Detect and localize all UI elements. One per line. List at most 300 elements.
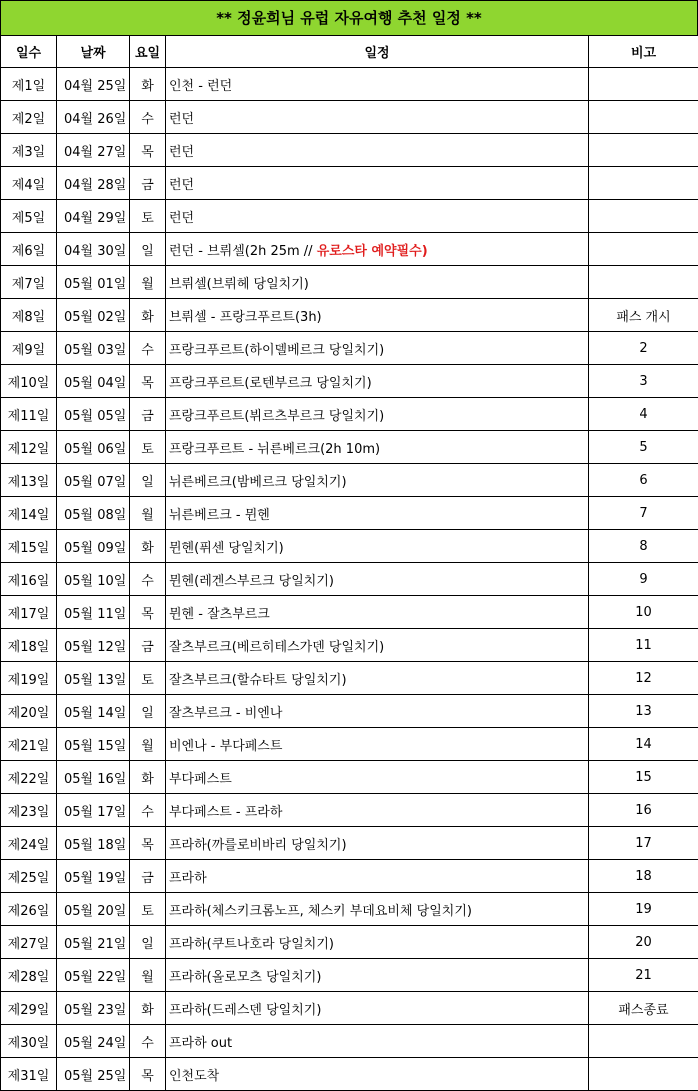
- date-cell[interactable]: [57, 860, 130, 893]
- note-cell[interactable]: [589, 68, 698, 101]
- table-row: [1, 233, 698, 266]
- weekday-cell[interactable]: [130, 794, 166, 827]
- day-cell[interactable]: [1, 68, 57, 101]
- note-cell-text: 20: [635, 934, 652, 950]
- date-cell-text: 05월 16일: [64, 771, 127, 787]
- schedule-cell[interactable]: [166, 134, 589, 167]
- weekday-cell[interactable]: [130, 728, 166, 761]
- note-cell[interactable]: [589, 662, 698, 695]
- schedule-cell[interactable]: [166, 662, 589, 695]
- date-cell[interactable]: [57, 332, 130, 365]
- day-cell[interactable]: [1, 332, 57, 365]
- weekday-cell-text: 목: [141, 144, 154, 160]
- note-cell[interactable]: [589, 893, 698, 926]
- schedule-cell[interactable]: [166, 596, 589, 629]
- weekday-cell[interactable]: [130, 992, 166, 1025]
- note-cell[interactable]: [589, 695, 698, 728]
- day-cell[interactable]: [1, 860, 57, 893]
- weekday-cell-text: 수: [141, 342, 154, 358]
- schedule-cell[interactable]: [166, 728, 589, 761]
- schedule-cell-text: 프라하(체스키크롬노프, 체스키 부데요비체 당일치기): [169, 903, 472, 919]
- day-cell-text: 제16일: [7, 573, 50, 589]
- day-cell-text: 제27일: [7, 936, 50, 952]
- schedule-cell[interactable]: [166, 497, 589, 530]
- day-cell-text: 제15일: [7, 540, 50, 556]
- note-cell[interactable]: [589, 728, 698, 761]
- weekday-cell-text: 월: [141, 738, 154, 754]
- weekday-cell[interactable]: [130, 68, 166, 101]
- weekday-cell-text: 금: [141, 177, 154, 193]
- note-cell[interactable]: [589, 596, 698, 629]
- table-row: [1, 992, 698, 1025]
- date-cell[interactable]: [57, 398, 130, 431]
- weekday-cell[interactable]: [130, 761, 166, 794]
- day-cell[interactable]: [1, 893, 57, 926]
- schedule-cell-text: 런던: [169, 210, 195, 226]
- day-cell[interactable]: [1, 1025, 57, 1058]
- weekday-cell-text: 화: [141, 309, 154, 325]
- weekday-cell-text: 토: [141, 441, 154, 457]
- note-cell[interactable]: [589, 431, 698, 464]
- day-cell-text: 제29일: [7, 1002, 50, 1018]
- weekday-cell[interactable]: [130, 629, 166, 662]
- schedule-cell[interactable]: [166, 1025, 589, 1058]
- note-cell-text: 9: [639, 571, 648, 587]
- note-cell-text: 18: [635, 868, 652, 884]
- date-cell[interactable]: [57, 1025, 130, 1058]
- date-cell-text: 05월 23일: [64, 1002, 127, 1018]
- date-cell[interactable]: [57, 662, 130, 695]
- schedule-cell-text: 프라하(올로모츠 당일치기): [169, 969, 322, 985]
- table-row: [1, 893, 698, 926]
- day-cell-text: 제19일: [7, 672, 50, 688]
- date-cell-text: 05월 05일: [64, 408, 127, 424]
- day-cell[interactable]: [1, 992, 57, 1025]
- schedule-cell[interactable]: [166, 563, 589, 596]
- weekday-cell[interactable]: [130, 233, 166, 266]
- schedule-cell[interactable]: [166, 926, 589, 959]
- note-cell[interactable]: [589, 1058, 698, 1091]
- table-row: [1, 827, 698, 860]
- schedule-cell[interactable]: [166, 101, 589, 134]
- weekday-cell-text: 화: [141, 1002, 154, 1018]
- note-cell-text: 17: [635, 835, 652, 851]
- date-cell-text: 05월 14일: [64, 705, 127, 721]
- date-cell[interactable]: [57, 167, 130, 200]
- date-cell[interactable]: [57, 728, 130, 761]
- weekday-cell[interactable]: [130, 101, 166, 134]
- table-row: [1, 794, 698, 827]
- header-note[interactable]: 비고: [589, 36, 698, 68]
- schedule-cell-text: 부다페스트: [169, 771, 232, 787]
- day-cell[interactable]: [1, 134, 57, 167]
- date-cell-text: 05월 10일: [64, 573, 127, 589]
- table-row: [1, 761, 698, 794]
- date-cell[interactable]: [57, 134, 130, 167]
- date-cell[interactable]: [57, 101, 130, 134]
- schedule-cell-text: 프랑크푸르트(로텐부르크 당일치기): [169, 375, 372, 391]
- date-cell[interactable]: [57, 893, 130, 926]
- day-cell[interactable]: [1, 497, 57, 530]
- note-cell[interactable]: [589, 926, 698, 959]
- weekday-cell[interactable]: [130, 596, 166, 629]
- header-schedule[interactable]: 일정: [166, 36, 589, 68]
- weekday-cell[interactable]: [130, 167, 166, 200]
- note-cell[interactable]: [589, 233, 698, 266]
- weekday-cell-text: 수: [141, 1035, 154, 1051]
- date-cell-text: 05월 13일: [64, 672, 127, 688]
- day-cell-text: 제28일: [7, 969, 50, 985]
- schedule-cell[interactable]: [166, 167, 589, 200]
- schedule-cell[interactable]: [166, 629, 589, 662]
- schedule-cell-text: 런던: [169, 111, 195, 127]
- schedule-cell-text: 인천 - 런던: [169, 78, 233, 94]
- date-cell-text: 05월 09일: [64, 540, 127, 556]
- weekday-cell[interactable]: [130, 464, 166, 497]
- weekday-cell[interactable]: [130, 134, 166, 167]
- day-cell-text: 제7일: [11, 276, 46, 292]
- schedule-cell-text: 프라하(쿠트나호라 당일치기): [169, 936, 334, 952]
- weekday-cell-text: 화: [141, 771, 154, 787]
- note-cell-text: 15: [635, 769, 652, 785]
- schedule-cell[interactable]: [166, 233, 589, 266]
- date-cell-text: 05월 01일: [64, 276, 127, 292]
- table-row: [1, 1025, 698, 1058]
- day-cell-text: 제3일: [11, 144, 46, 160]
- weekday-cell[interactable]: [130, 1058, 166, 1091]
- note-cell[interactable]: [589, 629, 698, 662]
- note-cell-text: 6: [639, 472, 648, 488]
- schedule-cell[interactable]: [166, 464, 589, 497]
- date-cell-text: 04월 26일: [64, 111, 127, 127]
- note-cell-text: 2: [639, 340, 648, 356]
- day-cell-text: 제8일: [11, 309, 46, 325]
- day-cell[interactable]: [1, 1058, 57, 1091]
- date-cell-text: 05월 21일: [64, 936, 127, 952]
- schedule-cell[interactable]: [166, 365, 589, 398]
- weekday-cell[interactable]: [130, 266, 166, 299]
- weekday-cell[interactable]: [130, 1025, 166, 1058]
- day-cell-text: 제11일: [7, 408, 50, 424]
- note-cell[interactable]: [589, 1025, 698, 1058]
- schedule-cell[interactable]: [166, 761, 589, 794]
- day-cell[interactable]: [1, 926, 57, 959]
- day-cell[interactable]: [1, 299, 57, 332]
- date-cell[interactable]: [57, 365, 130, 398]
- weekday-cell[interactable]: [130, 431, 166, 464]
- table-row: [1, 1058, 698, 1091]
- schedule-cell[interactable]: [166, 893, 589, 926]
- weekday-cell-text: 월: [141, 276, 154, 292]
- day-cell-text: 제6일: [11, 243, 46, 259]
- day-cell[interactable]: [1, 464, 57, 497]
- date-cell-text: 05월 04일: [64, 375, 127, 391]
- header-weekday[interactable]: 요일: [130, 36, 166, 68]
- note-cell[interactable]: [589, 167, 698, 200]
- note-cell[interactable]: [589, 299, 698, 332]
- weekday-cell[interactable]: [130, 959, 166, 992]
- weekday-cell[interactable]: [130, 695, 166, 728]
- header-day[interactable]: 일수: [1, 36, 57, 68]
- day-cell-text: 제22일: [7, 771, 50, 787]
- date-cell-text: 05월 07일: [64, 474, 127, 490]
- schedule-cell-text: 브뤼셀(브뤼헤 당일치기): [169, 276, 309, 292]
- date-cell[interactable]: [57, 761, 130, 794]
- date-cell-text: 05월 18일: [64, 837, 127, 853]
- day-cell-text: 제13일: [7, 474, 50, 490]
- date-cell[interactable]: [57, 959, 130, 992]
- note-cell-text: 5: [639, 439, 648, 455]
- table-row: [1, 68, 698, 101]
- day-cell[interactable]: [1, 827, 57, 860]
- date-cell[interactable]: [57, 464, 130, 497]
- weekday-cell[interactable]: [130, 860, 166, 893]
- date-cell-text: 05월 08일: [64, 507, 127, 523]
- table-row: [1, 926, 698, 959]
- date-cell[interactable]: [57, 299, 130, 332]
- day-cell[interactable]: [1, 530, 57, 563]
- table-row: [1, 398, 698, 431]
- note-cell-text: 13: [635, 703, 652, 719]
- weekday-cell-text: 월: [141, 507, 154, 523]
- schedule-cell[interactable]: [166, 959, 589, 992]
- weekday-cell-text: 수: [141, 573, 154, 589]
- weekday-cell-text: 금: [141, 408, 154, 424]
- weekday-cell[interactable]: [130, 497, 166, 530]
- date-cell[interactable]: [57, 497, 130, 530]
- table-row: [1, 596, 698, 629]
- schedule-cell[interactable]: [166, 1058, 589, 1091]
- weekday-cell[interactable]: [130, 563, 166, 596]
- date-cell-text: 04월 27일: [64, 144, 127, 160]
- note-cell[interactable]: [589, 794, 698, 827]
- note-cell[interactable]: [589, 200, 698, 233]
- sheet-title: ** 정윤희님 유럽 자유여행 추천 일정 **: [0, 0, 698, 35]
- note-cell[interactable]: [589, 563, 698, 596]
- schedule-cell-text: 프라하 out: [169, 1035, 233, 1051]
- day-cell-text: 제10일: [7, 375, 50, 391]
- weekday-cell[interactable]: [130, 200, 166, 233]
- schedule-cell-text: 프라하(까를로비바리 당일치기): [169, 837, 347, 853]
- schedule-cell-text: 잘츠부르크 - 비엔나: [169, 705, 283, 721]
- weekday-cell[interactable]: [130, 299, 166, 332]
- header-date[interactable]: 날짜: [57, 36, 130, 68]
- note-cell-text: 패스종료: [618, 1002, 669, 1018]
- table-row: [1, 563, 698, 596]
- day-cell[interactable]: [1, 629, 57, 662]
- day-cell[interactable]: [1, 266, 57, 299]
- day-cell-text: 제1일: [11, 78, 46, 94]
- schedule-cell-text: 브뤼셀 - 프랑크푸르트(3h): [169, 309, 322, 325]
- weekday-cell-text: 토: [141, 903, 154, 919]
- weekday-cell[interactable]: [130, 365, 166, 398]
- weekday-cell[interactable]: [130, 398, 166, 431]
- date-cell-text: 05월 03일: [64, 342, 127, 358]
- day-cell[interactable]: [1, 794, 57, 827]
- schedule-cell[interactable]: [166, 299, 589, 332]
- day-cell[interactable]: [1, 695, 57, 728]
- date-cell[interactable]: [57, 992, 130, 1025]
- date-cell-text: 05월 24일: [64, 1035, 127, 1051]
- date-cell[interactable]: [57, 695, 130, 728]
- note-cell[interactable]: [589, 761, 698, 794]
- day-cell[interactable]: [1, 101, 57, 134]
- note-cell[interactable]: [589, 464, 698, 497]
- reservation-warning: 유로스타 예약필수): [316, 243, 428, 259]
- weekday-cell-text: 목: [141, 1068, 154, 1084]
- schedule-cell[interactable]: [166, 200, 589, 233]
- day-cell[interactable]: [1, 563, 57, 596]
- date-cell-text: 04월 25일: [64, 78, 127, 94]
- table-row: [1, 959, 698, 992]
- table-row: [1, 662, 698, 695]
- schedule-cell[interactable]: [166, 530, 589, 563]
- note-cell-text: 19: [635, 901, 652, 917]
- date-cell[interactable]: [57, 926, 130, 959]
- schedule-cell-text: 프랑크푸르트(뷔르츠부르크 당일치기): [169, 408, 385, 424]
- day-cell[interactable]: [1, 662, 57, 695]
- day-cell[interactable]: [1, 200, 57, 233]
- date-cell-text: 05월 02일: [64, 309, 127, 325]
- date-cell[interactable]: [57, 431, 130, 464]
- date-cell-text: 05월 20일: [64, 903, 127, 919]
- date-cell-text: 05월 25일: [64, 1068, 127, 1084]
- note-cell-text: 4: [639, 406, 648, 422]
- day-cell-text: 제25일: [7, 870, 50, 886]
- day-cell[interactable]: [1, 728, 57, 761]
- note-cell[interactable]: [589, 266, 698, 299]
- date-cell-text: 05월 17일: [64, 804, 127, 820]
- weekday-cell-text: 수: [141, 111, 154, 127]
- date-cell-text: 05월 22일: [64, 969, 127, 985]
- day-cell[interactable]: [1, 398, 57, 431]
- table-row: [1, 530, 698, 563]
- day-cell-text: 제20일: [7, 705, 50, 721]
- day-cell[interactable]: [1, 596, 57, 629]
- note-cell-text: 21: [635, 967, 652, 983]
- note-cell-text: 16: [635, 802, 652, 818]
- schedule-cell[interactable]: [166, 827, 589, 860]
- date-cell[interactable]: [57, 1058, 130, 1091]
- weekday-cell-text: 일: [141, 474, 154, 490]
- weekday-cell[interactable]: [130, 827, 166, 860]
- table-row: [1, 101, 698, 134]
- note-cell[interactable]: [589, 134, 698, 167]
- schedule-cell[interactable]: [166, 266, 589, 299]
- weekday-cell[interactable]: [130, 893, 166, 926]
- date-cell[interactable]: [57, 233, 130, 266]
- date-cell[interactable]: [57, 266, 130, 299]
- note-cell[interactable]: [589, 332, 698, 365]
- schedule-cell[interactable]: [166, 992, 589, 1025]
- note-cell[interactable]: [589, 497, 698, 530]
- schedule-cell[interactable]: [166, 794, 589, 827]
- note-cell[interactable]: [589, 101, 698, 134]
- note-cell[interactable]: [589, 530, 698, 563]
- day-cell-text: 제26일: [7, 903, 50, 919]
- itinerary-table: [0, 35, 698, 1091]
- schedule-cell[interactable]: [166, 398, 589, 431]
- weekday-cell[interactable]: [130, 662, 166, 695]
- date-cell[interactable]: [57, 827, 130, 860]
- schedule-cell[interactable]: [166, 695, 589, 728]
- day-cell-text: 제2일: [11, 111, 46, 127]
- note-cell-text: 7: [639, 505, 648, 521]
- day-cell[interactable]: [1, 761, 57, 794]
- day-cell-text: 제14일: [7, 507, 50, 523]
- weekday-cell[interactable]: [130, 530, 166, 563]
- date-cell[interactable]: [57, 563, 130, 596]
- schedule-cell-text: 런던: [169, 177, 195, 193]
- note-cell[interactable]: [589, 959, 698, 992]
- weekday-cell[interactable]: [130, 332, 166, 365]
- weekday-cell-text: 토: [141, 672, 154, 688]
- schedule-cell[interactable]: [166, 860, 589, 893]
- weekday-cell-text: 일: [141, 243, 154, 259]
- note-cell[interactable]: [589, 365, 698, 398]
- date-cell[interactable]: [57, 200, 130, 233]
- weekday-cell-text: 일: [141, 705, 154, 721]
- schedule-cell-text: 비엔나 - 부다페스트: [169, 738, 283, 754]
- day-cell[interactable]: [1, 167, 57, 200]
- schedule-cell-text: 런던: [169, 144, 195, 160]
- weekday-cell-text: 금: [141, 639, 154, 655]
- schedule-cell-text: 부다페스트 - 프라하: [169, 804, 283, 820]
- day-cell[interactable]: [1, 365, 57, 398]
- date-cell-text: 05월 06일: [64, 441, 127, 457]
- note-cell[interactable]: [589, 398, 698, 431]
- weekday-cell-text: 수: [141, 804, 154, 820]
- day-cell[interactable]: [1, 431, 57, 464]
- day-cell-text: 제18일: [7, 639, 50, 655]
- table-row: [1, 464, 698, 497]
- schedule-cell[interactable]: [166, 332, 589, 365]
- table-row: [1, 431, 698, 464]
- day-cell-text: 제4일: [11, 177, 46, 193]
- day-cell[interactable]: [1, 233, 57, 266]
- date-cell[interactable]: [57, 596, 130, 629]
- note-cell[interactable]: [589, 992, 698, 1025]
- weekday-cell-text: 목: [141, 606, 154, 622]
- weekday-cell-text: 월: [141, 969, 154, 985]
- note-cell[interactable]: [589, 827, 698, 860]
- day-cell-text: 제30일: [7, 1035, 50, 1051]
- schedule-cell[interactable]: [166, 431, 589, 464]
- day-cell-text: 제17일: [7, 606, 50, 622]
- date-cell-text: 04월 29일: [64, 210, 127, 226]
- date-cell-text: 04월 30일: [64, 243, 127, 259]
- schedule-cell-text: 런던 - 브뤼셀(2h 25m //: [169, 243, 317, 259]
- table-row: [1, 167, 698, 200]
- date-cell[interactable]: [57, 794, 130, 827]
- day-cell-text: 제9일: [11, 342, 46, 358]
- day-cell-text: 제21일: [7, 738, 50, 754]
- day-cell[interactable]: [1, 959, 57, 992]
- date-cell[interactable]: [57, 530, 130, 563]
- day-cell-text: 제12일: [7, 441, 50, 457]
- date-cell[interactable]: [57, 629, 130, 662]
- note-cell[interactable]: [589, 860, 698, 893]
- table-row: [1, 728, 698, 761]
- schedule-cell[interactable]: [166, 68, 589, 101]
- table-row: [1, 266, 698, 299]
- schedule-cell-text: 뉘른베르크 - 뮌헨: [169, 507, 270, 523]
- table-row: [1, 695, 698, 728]
- date-cell-text: 05월 12일: [64, 639, 127, 655]
- schedule-cell-text: 프라하(드레스덴 당일치기): [169, 1002, 322, 1018]
- weekday-cell[interactable]: [130, 926, 166, 959]
- date-cell[interactable]: [57, 68, 130, 101]
